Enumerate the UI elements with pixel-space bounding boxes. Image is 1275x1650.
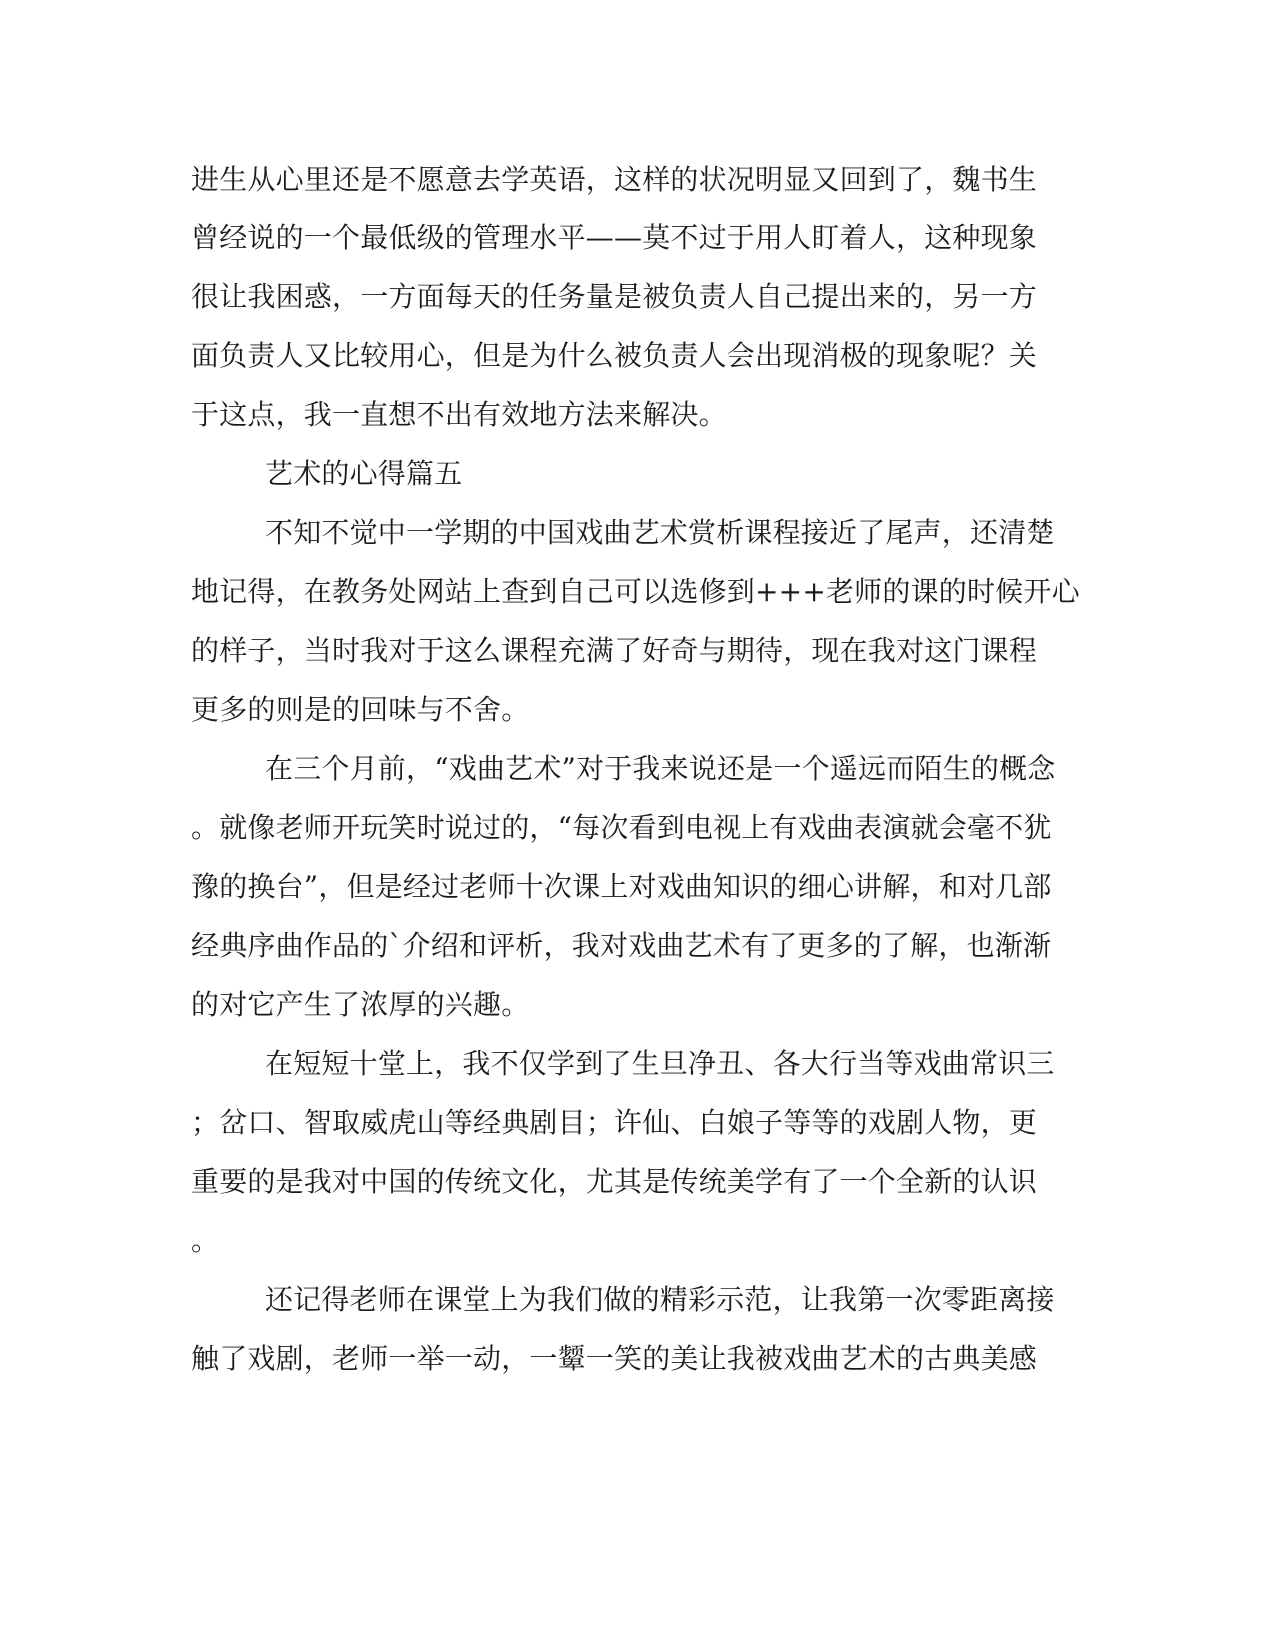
text-line: 的对它产生了浓厚的兴趣。: [191, 988, 530, 1021]
text-line: 不知不觉中一学期的中国戏曲艺术赏析课程接近了尾声，还清楚: [265, 516, 1055, 549]
text-line: 曾经说的一个最低级的管理水平——莫不过于用人盯着人，这种现象: [191, 221, 1038, 254]
text-line: 。就像老师开玩笑时说过的，“每次看到电视上有戏曲表演就会毫不犹: [191, 811, 1052, 844]
section-heading: 艺术的心得篇五: [265, 457, 463, 490]
text-line: 于这点，我一直想不出有效地方法来解决。: [191, 398, 727, 431]
text-line: 豫的换台”，但是经过老师十次课上对戏曲知识的细心讲解，和对几部: [191, 870, 1052, 903]
text-line: 触了戏剧，老师一举一动，一颦一笑的美让我被戏曲艺术的古典美感: [191, 1342, 1038, 1375]
text-line: 。: [191, 1224, 220, 1257]
text-line: 在三个月前，“戏曲艺术”对于我来说还是一个遥远而陌生的概念: [265, 752, 1056, 785]
text-line: ；岔口、智取威虎山等经典剧目；许仙、白娘子等等的戏剧人物，更: [191, 1106, 1038, 1139]
text-line: 还记得老师在课堂上为我们做的精彩示范，让我第一次零距离接: [265, 1283, 1055, 1316]
text-line: 地记得，在教务处网站上查到自己可以选修到+++老师的课的时候开心: [191, 575, 1080, 608]
text-line: 更多的则是的回味与不舍。: [191, 693, 530, 726]
text-line: 面负责人又比较用心，但是为什么被负责人会出现消极的现象呢？关: [191, 339, 1038, 372]
text-line: 的样子，当时我对于这么课程充满了好奇与期待，现在我对这门课程: [191, 634, 1038, 667]
text-line: 进生从心里还是不愿意去学英语，这样的状况明显又回到了，魏书生: [191, 163, 1038, 196]
text-line: 很让我困惑，一方面每天的任务量是被负责人自己提出来的，另一方: [191, 280, 1038, 313]
text-line: 经典序曲作品的`介绍和评析，我对戏曲艺术有了更多的了解，也渐渐: [191, 929, 1052, 962]
text-line: 重要的是我对中国的传统文化，尤其是传统美学有了一个全新的认识: [191, 1165, 1038, 1198]
text-line: 在短短十堂上，我不仅学到了生旦净丑、各大行当等戏曲常识三: [265, 1047, 1055, 1080]
